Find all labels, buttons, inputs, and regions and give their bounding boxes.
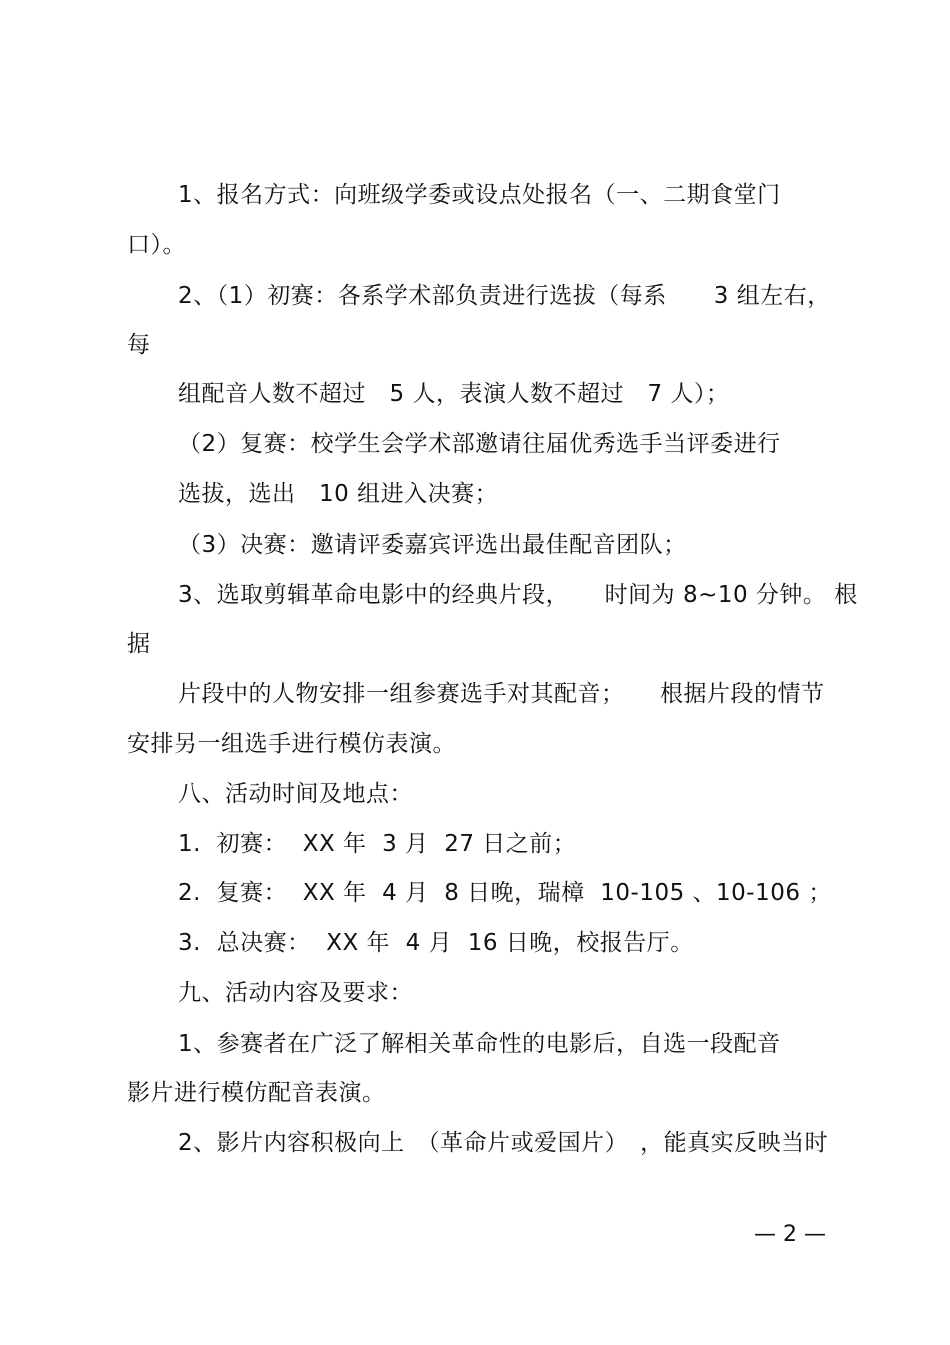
section-heading: 九、活动内容及要求： xyxy=(178,980,413,1006)
paragraph-line: 2、影片内容积极向上 （革命片或爱国片） ，能真实反映当时 xyxy=(178,1130,829,1156)
paragraph-line: 影片进行模仿配音表演。 xyxy=(127,1080,386,1106)
paragraph-line: 3. 总决赛： XX 年 4 月 16 日晚，校报告厅。 xyxy=(178,930,694,956)
paragraph-line: 1、报名方式：向班级学委或设点处报名（一、二期食堂门 xyxy=(178,182,781,208)
paragraph-line: 1、参赛者在广泛了解相关革命性的电影后，自选一段配音 xyxy=(178,1031,781,1057)
paragraph-line: （3）决赛：邀请评委嘉宾评选出最佳配音团队； xyxy=(178,532,687,558)
paragraph-line: （2）复赛：校学生会学术部邀请往届优秀选手当评委进行 xyxy=(178,431,781,457)
paragraph-line: 2. 复赛： XX 年 4 月 8 日晚，瑞樟 10-105 、10-106 ； xyxy=(178,880,832,906)
paragraph-line: 选拔，选出 10 组进入决赛； xyxy=(178,481,499,507)
paragraph-line: 据 xyxy=(127,631,151,657)
paragraph-line: 口）。 xyxy=(127,232,186,258)
paragraph-line: 3、选取剪辑革命电影中的经典片段， 时间为 8~10 分钟。 根 xyxy=(178,582,858,608)
paragraph-line: 安排另一组选手进行模仿表演。 xyxy=(127,731,456,757)
section-heading: 八、活动时间及地点： xyxy=(178,781,413,807)
paragraph-line: 1. 初赛： XX 年 3 月 27 日之前； xyxy=(178,831,577,857)
paragraph-line: 片段中的人物安排一组参赛选手对其配音； 根据片段的情节 xyxy=(178,681,825,707)
page-number: — 2 — xyxy=(754,1222,826,1247)
paragraph-line: 组配音人数不超过 5 人，表演人数不超过 7 人）； xyxy=(178,381,730,407)
paragraph-line: 每 xyxy=(127,332,151,358)
paragraph-line: 2、（1）初赛：各系学术部负责进行选拔（每系 3 组左右， xyxy=(178,283,831,309)
